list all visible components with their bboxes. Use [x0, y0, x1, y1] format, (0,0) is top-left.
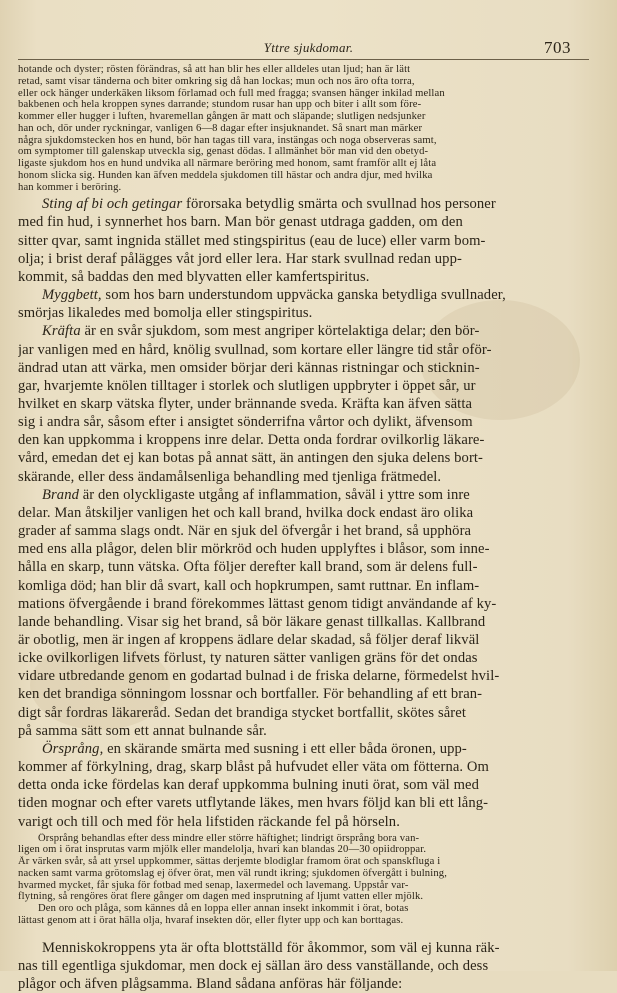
brand-section: Brand är den olyckligaste utgång af inflammation, såväl i yttre som inre delar. Man åtskiljer vanligen het och kall brand, hvilka dock endast äro olika grader af samma slags ondt. När en sjuk del öfvergår i het brand, så upphöra med ens alla plågor, delen blir mörkröd och huden upplyftes i blåsor, som inne- hålla en skarp, tunn vätska. Ofta följer derefter kall brand, som är delens full- komliga död; han blir då svart, kall och hopkrumpen, samt ruttnar. En inflam- mations öfvergående i brand förekommes lättast genom tidigt användande af ky- lande behandling. Visar sig het brand, så bör läkare genast tillkallas. Kallbrand är obotlig, men är ingen af kroppens ädlare delar skadad, så följer deraf likväl icke ovilkorligen lifvets förlust, ty naturen sätter vanligen gräns för det ondas vidare utbredande genom en godartad bulnad i de friska delarne, förmedelst hvil- ken det brandiga sönningom lossnar och bortfaller. För behandling af ett bran- digt sår fordras läkareråd. Sedan det brandiga stycket bortfallit, skötes såret på samma sätt som ett annat bulnande sår.: [18, 486, 500, 739]
sting-heading: Sting af bi och getingar: [42, 196, 183, 213]
paragraph-line: retad, samt visar tänderna och biter omkring sig då han lockas; mun och nos äro ofta torra,: [18, 75, 415, 87]
paragraph-line: han och, dör under ryckningar, vanligen 6—8 dagar efter insjuknandet. Så snart man märker: [18, 122, 423, 134]
paragraph-line: han kommer i beröring.: [18, 181, 122, 193]
paragraph-line: om symptomer till galenskap utveckla sig, genast dödas. I allmänhet bör man vid den obetyd-: [18, 146, 429, 158]
paragraph-line: eller ock hänger underkäken liksom förlamad och full med fragga; svansen hänger inkilad mellan: [18, 87, 445, 99]
myggbett-section: Myggbett, som hos barn understundom uppväcka ganska betydliga svullnader, smörjas likaledes med bomolja eller stingspiritus.: [18, 287, 506, 322]
closing-paragraph: Menniskokroppens yta är ofta blottställd för åkommor, som väl ej kunna räk- nas till egentliga sjukdomar, men dock ej sällan äro dess vanställande, och dess plågor och äfven plågsamma. Bland sådana anföras här följande:: [18, 939, 500, 993]
orsprang-section: Örsprång, en skärande smärta med susning i ett eller båda öronen, upp- kommer af förkylning, drag, skarp blåst på hufvudet eller väta om fötterna. Om detta onda icke fördelas kan deraf uppkomma bulning inuti örat, som väl med tiden mognar och efter varets utflytande läkes, men hvars följd kan bli ett lång- varigt och till och med för hela lifstiden räckande fel på hörseln.: [18, 740, 490, 830]
rabies-paragraph: [18, 64, 591, 193]
paragraph-line: hotande och dyster; rösten förändras, så att han blir hes eller alldeles utan ljud; han är lätt: [18, 64, 411, 75]
krafta-section: Kräfta är en svår sjukdom, som mest angriper körtelaktiga delar; den bör- jar vanligen med en hård, knölig svullnad, som kortare eller längre tid står oför- ändrad utan att värka, men omsider börjar deri kännas ristningar och sticknin- gar, hvarjemte knölen tilltager i storlek och slutligen uppbryter i öppet sår, ur hvilket en skarp vätska flyter, under brännande sveda. Kräfta kan äfven sätta sig i andra sår, såsom efter i ansigtet sönderrifna vårtor och dylikt, äfvensom den kan uppkomma i kroppens inre delar. Detta onda fordrar ovilkorlig läkare- vård, emedan det ej kan botas på annat sätt, än antingen den sjuka delens bort- skärande, eller dess ändamålsenliga behandling med tjenliga frätmedel.: [18, 323, 492, 485]
paragraph-line: kommer eller hugger i luften, hvaremellan gången är matt och släpande; slutligen nedsjunker: [18, 111, 426, 122]
running-head: Yttre sjukdomar.: [263, 40, 354, 55]
page-body: [18, 64, 591, 993]
krafta-heading: Kräfta: [42, 323, 81, 340]
page-number: 703: [544, 38, 571, 57]
brand-heading: Brand: [42, 486, 79, 503]
paragraph-line: honom slicka sig. Hunden kan äfven meddela sjukdomen till hästar och andra djur, med hvilka: [18, 169, 433, 181]
header-rule: [18, 59, 589, 60]
orsprang-note: Örsprång behandlas efter dess mindre eller större häftighet; lindrigt örsprång bora van- ligen om i örat insprutas varm mjölk eller mandelolja, hvari kan blandas 20—30 opiidroppar. Är värken svår, så att yrsel uppkommer, sättas derjemte blodiglar framom örat och spanskfluga i nacken samt varma grötomslag ej öfver örat, men väl rundt ikring; sjukdomen öfvergått i bulning, hvarmed mycket, får sjuka för fotbad med senap, laxermedel och lavemang. Uppstår var- flytning, så rengöres örat flere gånger om dagen med insprutning af ljumt vatten eller mjölk. Den oro och plåga, som kännes då en loppa eller annan insekt inkommit i örat, botas lättast genom att i örat hälla olja, hvaraf insekten dör, eller flyter upp och kan borttagas.: [18, 832, 448, 926]
page-header: [0, 40, 617, 60]
sting-section: Sting af bi och getingar förorsaka betydlig smärta och svullnad hos personer med fin hud, i synnerhet hos barn. Man bör genast utdraga gadden, om den sitter qvar, samt ingnida stället med stingspiritus (eau de luce) eller varm bom- olja; i brist deraf pålägges våt jord eller lera. Har stark svullnad redan upp- kommit, så baddas den med blyvatten eller kamfertspiritus.: [18, 196, 496, 285]
paragraph-line: några sjukdomstecken hos en hund, bör han tagas till vara, instängas och noga observeras samt,: [18, 134, 437, 146]
myggbett-heading: Myggbett,: [42, 287, 102, 304]
orsprang-heading: Örsprång,: [42, 740, 104, 757]
paragraph-line: ligaste sjukdom hos en hund undvika all närmare beröring med honom, samt framför allt ej låta: [18, 158, 437, 169]
paragraph-line: bakbenen och hela kroppen synes darrande; stundom rusar han upp och biter i allt som före-: [18, 99, 422, 111]
